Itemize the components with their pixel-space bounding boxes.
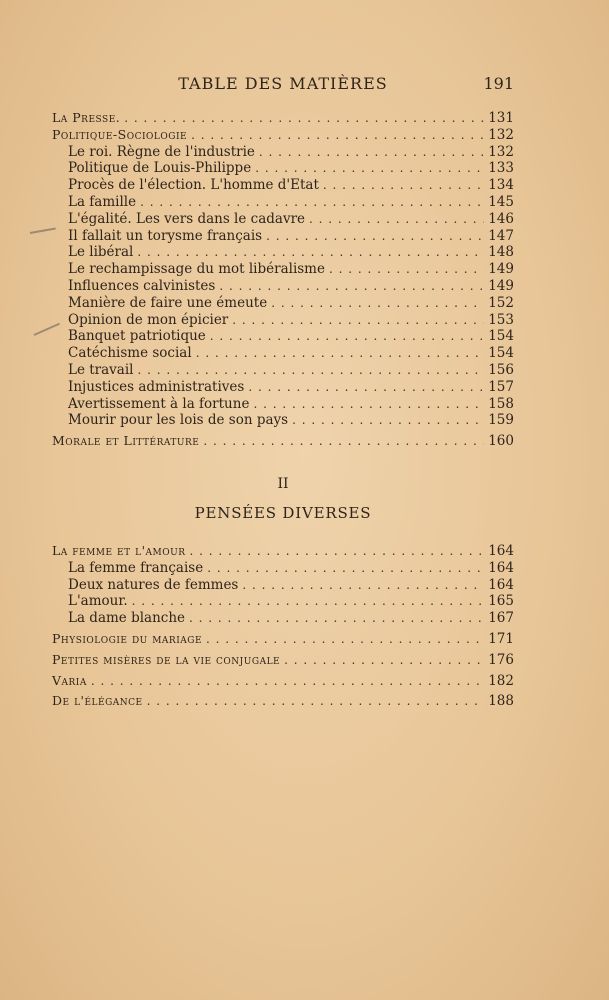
toc-entry-page: 153 <box>488 311 514 328</box>
toc-entry-page: 145 <box>488 193 514 210</box>
toc-entry <box>52 312 514 329</box>
toc-entry-page: 131 <box>488 110 514 126</box>
toc-entry-page: 146 <box>488 210 514 227</box>
dot-leader <box>140 194 484 211</box>
dot-leader <box>137 362 484 379</box>
toc-entry-page: 147 <box>488 227 514 244</box>
dot-leader <box>271 295 484 312</box>
toc-entry-title: Petites misères de la vie conjugale <box>52 651 281 667</box>
toc-entry <box>52 396 514 413</box>
dot-leader <box>292 412 484 429</box>
toc-entry-title: Le rechampissage du mot libéralisme <box>68 261 325 278</box>
toc-entry-title: Le roi. Règne de l'industrie <box>68 143 255 160</box>
dot-leader <box>147 693 484 710</box>
toc-entry-title: De l'élégance <box>52 693 143 709</box>
toc-entry <box>52 693 514 710</box>
dot-leader <box>284 652 484 669</box>
toc-entry-page: 149 <box>488 277 514 294</box>
toc-entry-title: La famille <box>68 193 137 210</box>
toc-entry-page: 176 <box>488 651 514 668</box>
toc-entry <box>52 228 514 245</box>
dot-leader <box>124 110 484 127</box>
dot-leader <box>219 278 484 295</box>
toc-entry-title: Manière de faire une émeute <box>68 294 268 311</box>
toc-entry-page: 182 <box>488 672 514 689</box>
toc-entry-page: 167 <box>488 610 514 627</box>
toc-entry-title: La femme et l'amour <box>52 543 186 558</box>
toc-entry-page: 152 <box>488 294 514 311</box>
toc-entry-page: 159 <box>488 412 514 429</box>
toc-entry <box>52 610 514 627</box>
dot-leader <box>91 673 484 690</box>
dot-leader <box>266 228 484 245</box>
toc-entry <box>52 194 514 211</box>
toc-entry <box>52 345 514 362</box>
toc-entry-title: Avertissement à la fortune <box>68 395 250 412</box>
table-of-contents-part-1 <box>52 110 514 450</box>
toc-entry-page: 164 <box>488 543 514 559</box>
toc-entry <box>52 593 514 610</box>
dot-leader <box>207 560 484 577</box>
toc-entry <box>52 433 514 450</box>
toc-entry <box>52 278 514 295</box>
toc-entry-page: 133 <box>488 160 514 177</box>
toc-entry-title: Influences calvinistes <box>68 277 216 294</box>
toc-entry-page: 157 <box>488 378 514 395</box>
toc-entry-title: Catéchisme social <box>68 345 192 362</box>
table-of-contents-part-2 <box>52 543 514 710</box>
dot-leader <box>242 577 484 594</box>
toc-entry <box>52 412 514 429</box>
toc-entry-page: 164 <box>488 576 514 593</box>
toc-entry-title: Le travail <box>68 361 134 378</box>
toc-entry-title: Deux natures de femmes <box>68 576 239 593</box>
toc-entry-title: L'amour. <box>68 593 128 610</box>
toc-entry <box>52 328 514 345</box>
dot-leader <box>189 610 484 627</box>
toc-entry <box>52 543 514 560</box>
toc-entry <box>52 211 514 228</box>
toc-entry <box>52 560 514 577</box>
toc-entry-page: 188 <box>488 693 514 710</box>
toc-entry-title: Mourir pour les lois de son pays <box>68 412 289 429</box>
dot-leader <box>309 211 484 228</box>
toc-entry-title: Politique de Louis-Philippe <box>68 160 252 177</box>
toc-entry <box>52 577 514 594</box>
toc-entry-title: Le libéral <box>68 244 134 261</box>
toc-entry-title: La femme française <box>68 559 204 576</box>
dot-leader <box>329 261 484 278</box>
toc-entry-title: Opinion de mon épicier <box>68 311 229 328</box>
page-number: 191 <box>483 74 514 93</box>
dot-leader <box>137 244 484 261</box>
dot-leader <box>255 160 484 177</box>
toc-entry <box>52 177 514 194</box>
dot-leader <box>210 328 484 345</box>
toc-entry <box>52 379 514 396</box>
toc-entry-title: Procès de l'élection. L'homme d'Etat <box>68 177 319 194</box>
dot-leader <box>323 177 484 194</box>
toc-entry-page: 148 <box>488 244 514 261</box>
toc-entry-page: 134 <box>488 177 514 194</box>
part-title: PENSÉES DIVERSES <box>194 504 372 522</box>
page-title: TABLE DES MATIÈRES <box>178 74 388 93</box>
toc-entry-page: 132 <box>488 143 514 160</box>
toc-entry <box>52 631 514 648</box>
toc-entry-title: Physiologie du mariage <box>52 630 203 646</box>
toc-entry-page: 164 <box>488 559 514 576</box>
toc-entry <box>52 295 514 312</box>
toc-entry-page: 132 <box>488 126 514 143</box>
toc-entry-title: Il fallait un torysme français <box>68 227 263 244</box>
toc-entry <box>52 144 514 161</box>
dot-leader <box>132 593 484 610</box>
toc-entry-title: La Presse. <box>52 110 121 125</box>
toc-entry-page: 149 <box>488 261 514 278</box>
toc-entry <box>52 244 514 261</box>
dot-leader <box>232 312 484 329</box>
dot-leader <box>253 396 484 413</box>
toc-entry-title: La dame blanche <box>68 610 186 627</box>
toc-entry <box>52 110 514 127</box>
toc-entry-title: Banquet patriotique <box>68 328 206 345</box>
toc-entry-page: 171 <box>488 630 514 647</box>
toc-entry <box>52 127 514 144</box>
toc-entry <box>52 261 514 278</box>
dot-leader <box>203 433 484 450</box>
toc-entry-title: L'égalité. Les vers dans le cadavre <box>68 210 306 227</box>
dot-leader <box>191 127 484 144</box>
dot-leader <box>189 543 484 560</box>
dot-leader <box>206 631 484 648</box>
toc-entry-page: 154 <box>488 328 514 345</box>
toc-entry <box>52 160 514 177</box>
dot-leader <box>196 345 484 362</box>
toc-entry-title: Injustices administratives <box>68 378 245 395</box>
toc-entry <box>52 652 514 669</box>
toc-entry <box>52 362 514 379</box>
toc-entry-page: 158 <box>488 395 514 412</box>
toc-entry-page: 154 <box>488 345 514 362</box>
toc-entry-page: 165 <box>488 593 514 610</box>
page-header <box>52 74 514 98</box>
dot-leader <box>248 379 484 396</box>
toc-entry-title: Morale et Littérature <box>52 433 200 449</box>
toc-entry-title: Politique-Sociologie <box>52 126 188 142</box>
toc-entry-page: 156 <box>488 361 514 378</box>
toc-entry-title: Varia <box>52 672 87 688</box>
dot-leader <box>259 144 484 161</box>
part-number: II <box>277 476 289 492</box>
toc-entry-page: 160 <box>488 433 514 450</box>
toc-entry <box>52 673 514 690</box>
